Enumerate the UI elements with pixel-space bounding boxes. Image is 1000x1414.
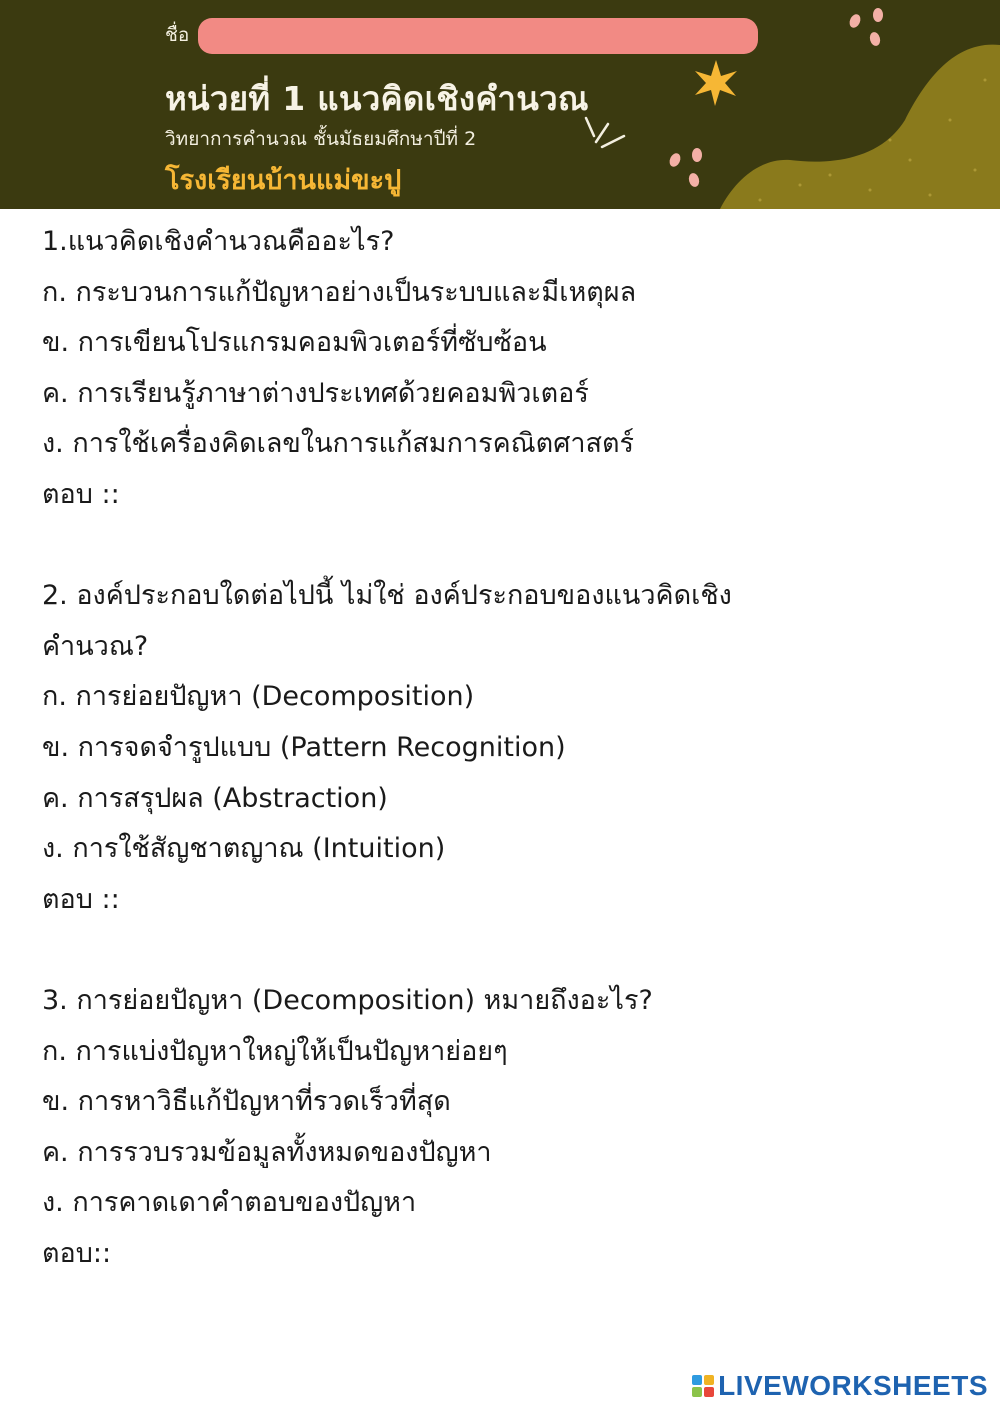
question-text: 1.แนวคิดเชิงคำนวณคืออะไร? (42, 226, 395, 257)
question-text-continued: คำนวณ? (42, 630, 149, 662)
option-a: ก. การแบ่งปัญหาใหญ่ให้เป็นปัญหาย่อยๆ (42, 1035, 508, 1067)
question-2 (42, 571, 942, 925)
option-c: ค. การสรุปผล (Abstraction) (42, 782, 388, 814)
option-c: ค. การรวบรวมข้อมูลทั้งหมดของปัญหา (42, 1136, 492, 1168)
option-d: ง. การใช้สัญชาตญาณ (Intuition) (42, 833, 446, 865)
subject-subtitle: วิทยาการคำนวณ ชั้นมัธยมศึกษาปีที่ 2 (165, 128, 477, 150)
corner-blob (720, 45, 1000, 209)
option-c: ค. การเรียนรู้ภาษาต่างประเทศด้วยคอมพิวเตอร์ (42, 377, 589, 409)
option-d: ง. การคาดเดาคำตอบของปัญหา (42, 1187, 417, 1219)
worksheet-body (42, 217, 942, 1279)
school-name: โรงเรียนบ้านแม่ขะปู (165, 165, 402, 196)
answer-label: ตอบ :: (42, 883, 120, 915)
option-b: ข. การจดจำรูปแบบ (Pattern Recognition) (42, 731, 566, 763)
option-a: ก. การย่อยปัญหา (Decomposition) (42, 681, 475, 713)
question-3 (42, 976, 942, 1280)
answer-label: ตอบ :: (42, 478, 120, 510)
question-text: 3. การย่อยปัญหา (Decomposition) หมายถึงอะไร? (42, 984, 653, 1016)
question-1 (42, 217, 942, 521)
liveworksheets-logo[interactable] (692, 1370, 988, 1402)
option-b: ข. การเขียนโปรแกรมคอมพิวเตอร์ที่ซับซ้อน (42, 327, 547, 359)
logo-text: LIVEWORKSHEETS (718, 1370, 988, 1401)
name-field[interactable] (198, 18, 758, 54)
spacer (42, 521, 942, 572)
question-text: 2. องค์ประกอบใดต่อไปนี้ ไม่ใช่ องค์ประกอบของแนวคิดเชิง (42, 580, 732, 612)
logo-mark-icon (692, 1375, 714, 1397)
spark-lines-icon (586, 118, 624, 147)
star-icon (695, 60, 737, 106)
option-a: ก. กระบวนการแก้ปัญหาอย่างเป็นระบบและมีเหตุผล (42, 276, 637, 308)
answer-label: ตอบ:: (42, 1237, 112, 1269)
name-label: ชื่อ (165, 24, 190, 46)
option-b: ข. การหาวิธีแก้ปัญหาที่รวดเร็วที่สุด (42, 1086, 451, 1118)
spacer (42, 925, 942, 976)
worksheet-header (0, 0, 1000, 209)
option-d: ง. การใช้เครื่องคิดเลขในการแก้สมการคณิตศาสตร์ (42, 428, 635, 460)
unit-title: หน่วยที่ 1 แนวคิดเชิงคำนวณ (165, 79, 589, 118)
